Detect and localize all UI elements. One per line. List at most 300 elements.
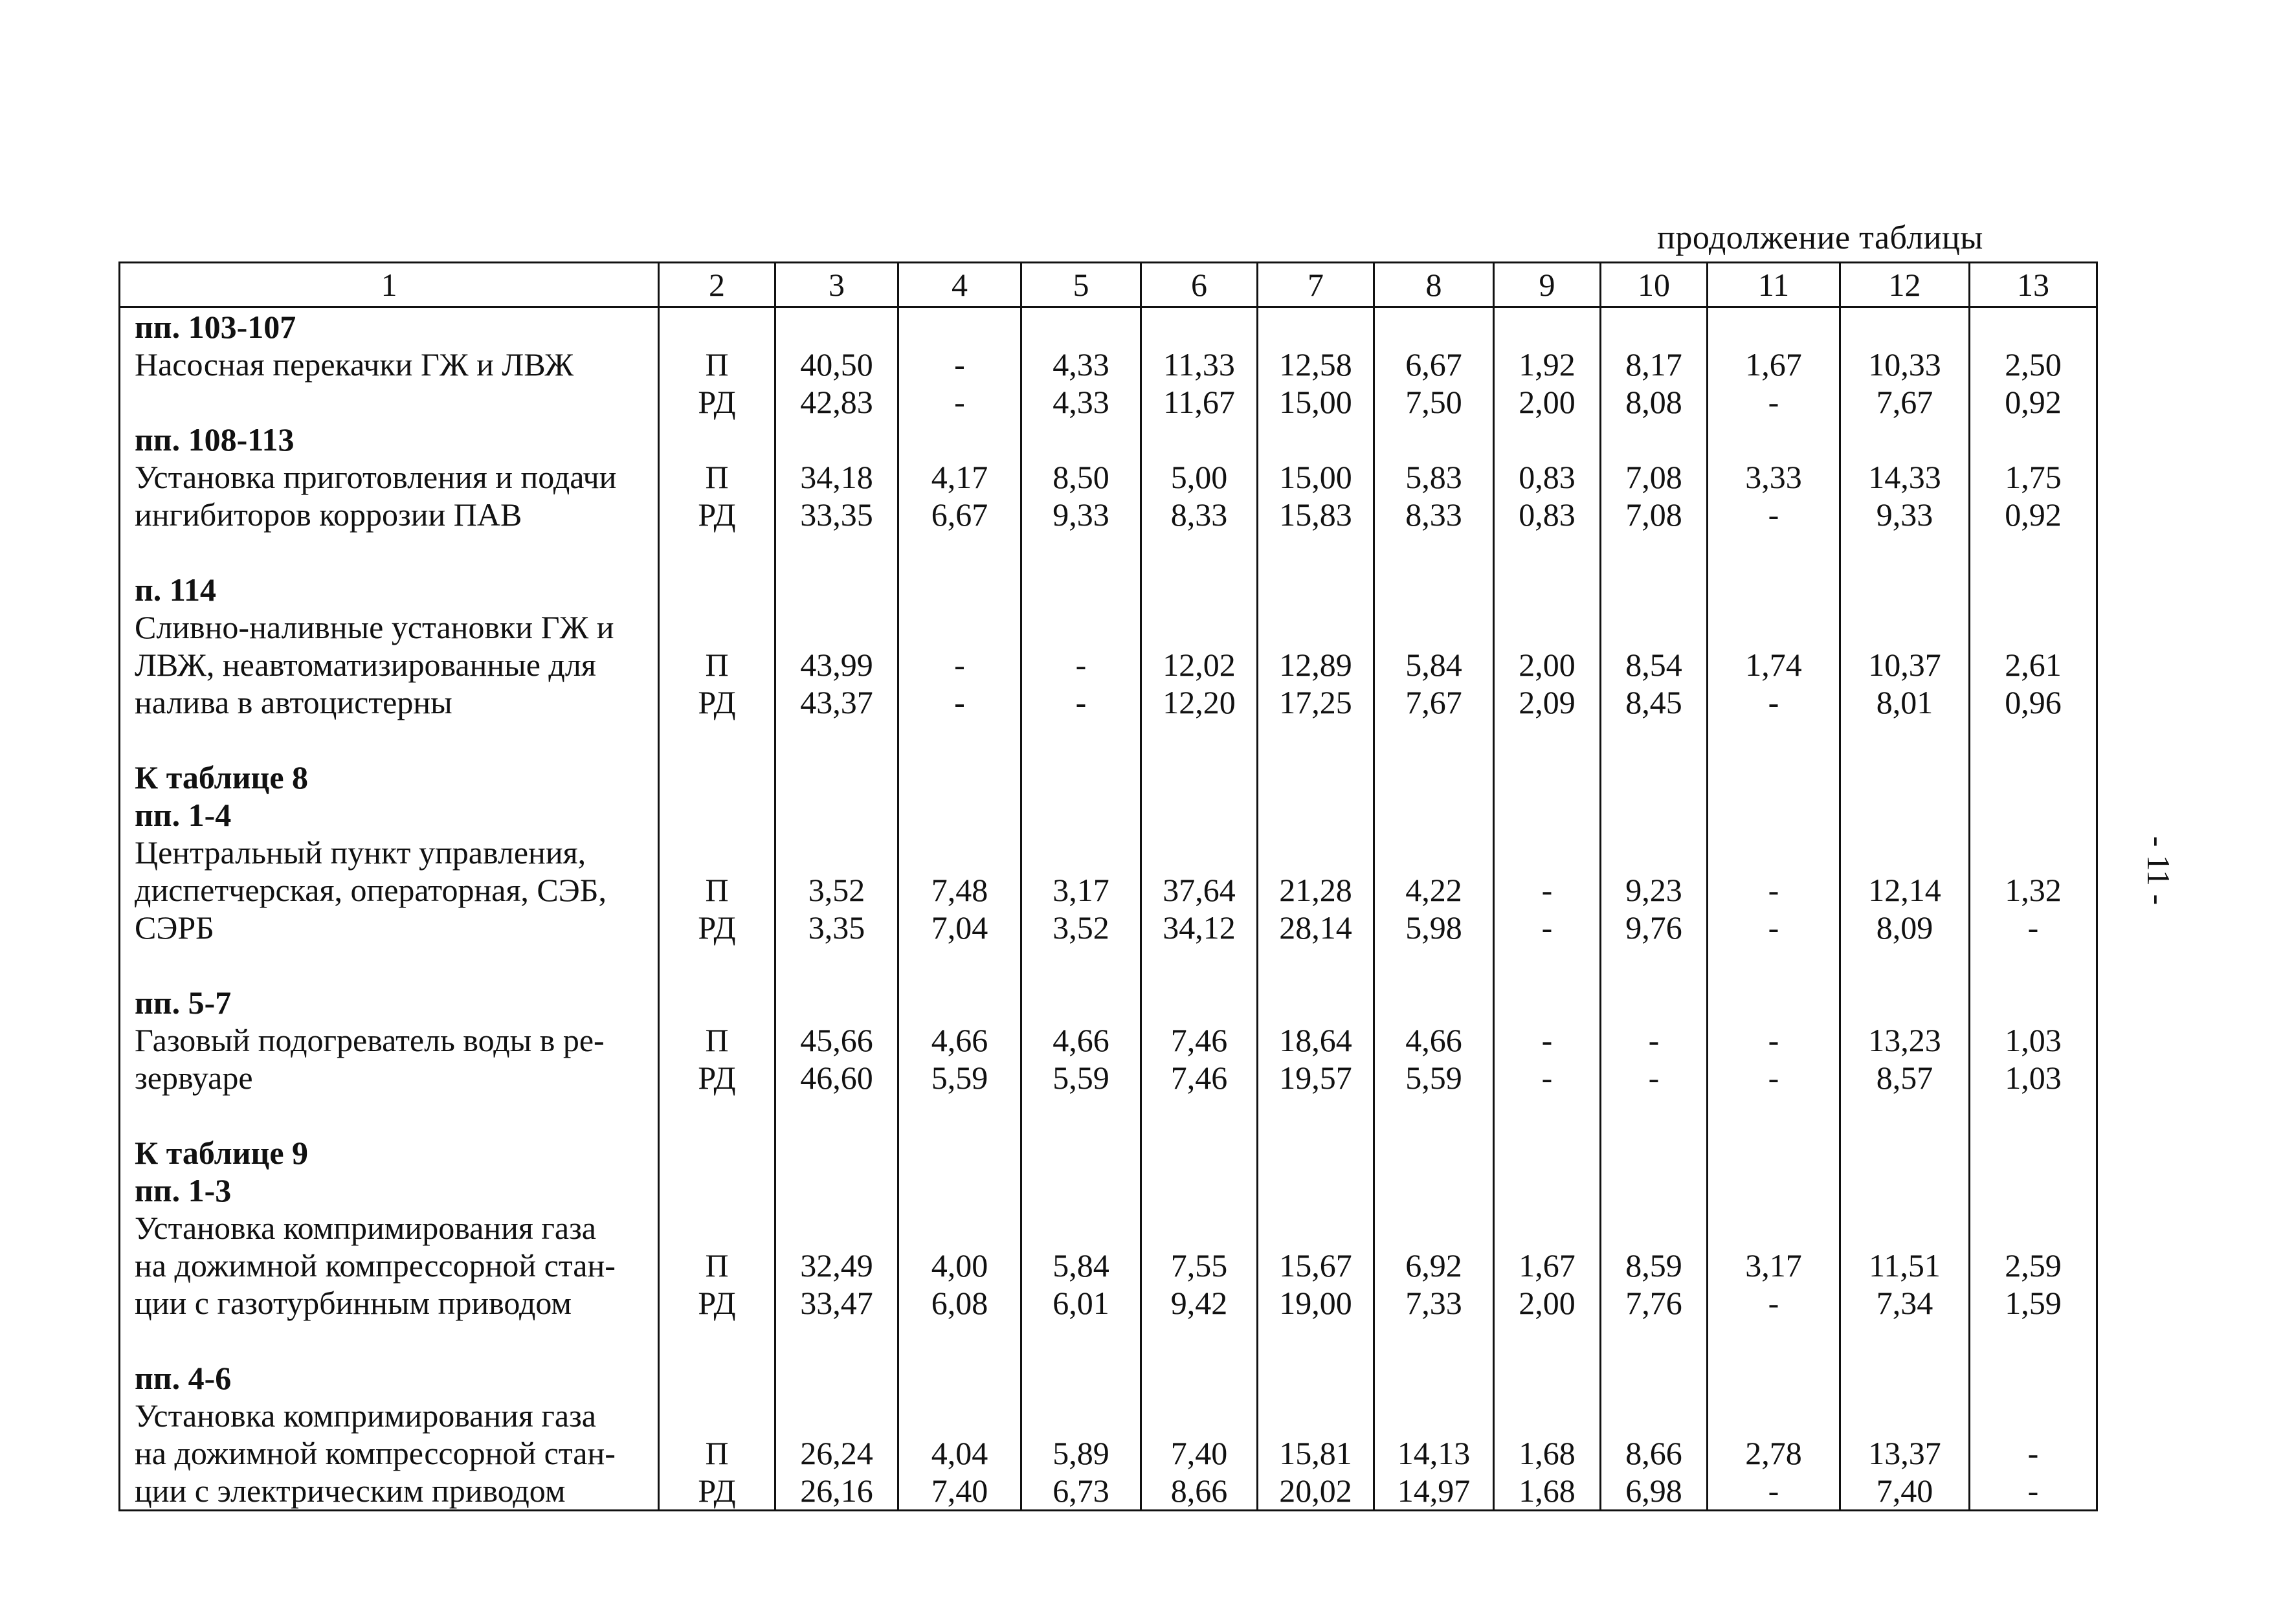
column-header: 9 <box>1494 263 1601 307</box>
empty-line <box>1258 571 1373 608</box>
empty-line <box>1142 421 1256 458</box>
empty-line <box>1258 1397 1373 1434</box>
value-cell <box>1840 421 1970 571</box>
cell-value: 7,34 <box>1876 1285 1933 1321</box>
empty-line <box>1258 533 1373 571</box>
cell-value: 9,23 <box>1625 872 1682 908</box>
empty-line <box>1708 1134 1839 1172</box>
value-cell <box>1601 307 1708 421</box>
column-header: 12 <box>1840 263 1970 307</box>
row-type: РД <box>698 1060 736 1096</box>
cell-value: 3,17 <box>1745 1247 1802 1284</box>
description-line: ингибиторов коррозии ПАВ <box>135 496 522 533</box>
section-heading: пп. 1-4 <box>135 797 232 833</box>
empty-line <box>660 533 774 571</box>
empty-line <box>1601 1209 1706 1247</box>
empty-line <box>1258 1209 1373 1247</box>
value-cell <box>1021 307 1141 421</box>
row-type: РД <box>698 909 736 946</box>
empty-line <box>1495 421 1599 458</box>
cell-value: 42,83 <box>800 384 873 420</box>
empty-line <box>776 984 897 1021</box>
empty-line <box>1022 834 1140 871</box>
empty-line <box>660 759 774 796</box>
cell-value: 40,50 <box>800 346 873 383</box>
cell-value: 13,37 <box>1868 1435 1941 1471</box>
empty-line <box>1841 721 1968 759</box>
value-cell <box>1970 307 2097 421</box>
value-cell <box>1374 984 1494 1134</box>
empty-line <box>1970 421 2096 458</box>
empty-line <box>1970 984 2096 1021</box>
empty-line <box>1495 1209 1599 1247</box>
value-cell <box>775 1134 898 1359</box>
empty-line <box>899 984 1020 1021</box>
value-cell <box>1374 1134 1494 1359</box>
empty-line <box>1708 308 1839 346</box>
cell-value: 7,76 <box>1625 1285 1682 1321</box>
cell-value: 10,33 <box>1868 346 1941 383</box>
empty-line <box>1841 1397 1968 1434</box>
empty-line <box>1375 421 1493 458</box>
empty-line <box>1841 308 1968 346</box>
cell-value: 2,00 <box>1519 1285 1576 1321</box>
cell-value: 8,01 <box>1876 684 1933 720</box>
value-cell <box>1494 307 1601 421</box>
cell-value: 21,28 <box>1279 872 1352 908</box>
value-cell <box>1021 1134 1141 1359</box>
cell-value: - <box>1541 1022 1553 1058</box>
column-header: 4 <box>898 263 1021 307</box>
cell-value: 3,17 <box>1052 872 1109 908</box>
description-line: на дожимной компрессорной стан- <box>135 1435 616 1471</box>
table-row <box>120 1134 2097 1359</box>
cell-value: 7,40 <box>1170 1435 1228 1471</box>
empty-line <box>660 946 774 984</box>
cell-value: - <box>2027 909 2039 946</box>
cell-value: - <box>1075 647 1087 683</box>
cell-value: 18,64 <box>1279 1022 1352 1058</box>
empty-line <box>660 1209 774 1247</box>
cell-value: 8,59 <box>1625 1247 1682 1284</box>
cell-value: 7,67 <box>1405 684 1462 720</box>
value-cell <box>1374 571 1494 759</box>
empty-line <box>1970 1096 2096 1134</box>
value-cell <box>1708 1359 1840 1511</box>
cell-value: 2,00 <box>1519 647 1576 683</box>
cell-value: 5,59 <box>1405 1060 1462 1096</box>
empty-line <box>1495 1096 1599 1134</box>
empty-line <box>1142 759 1256 796</box>
empty-line <box>1258 796 1373 834</box>
row-type: РД <box>698 384 736 420</box>
cell-value: 12,89 <box>1279 647 1352 683</box>
empty-line <box>1841 1209 1968 1247</box>
value-cell <box>775 984 898 1134</box>
empty-line <box>1970 1397 2096 1434</box>
cell-value: 19,57 <box>1279 1060 1352 1096</box>
cell-value: 0,92 <box>2005 496 2062 533</box>
cell-value: 7,67 <box>1876 384 1933 420</box>
spacer <box>135 1096 652 1134</box>
empty-line <box>1142 796 1256 834</box>
description-line: Установка компримирования газа <box>135 1210 596 1246</box>
value-cell <box>1374 1359 1494 1511</box>
value-cell <box>1258 1134 1374 1359</box>
row-type: П <box>705 1247 729 1284</box>
empty-line <box>1022 1359 1140 1397</box>
cell-value: 6,08 <box>931 1285 988 1321</box>
column-header: 2 <box>659 263 775 307</box>
value-cell <box>1258 421 1374 571</box>
empty-line <box>1022 759 1140 796</box>
empty-line <box>1495 1397 1599 1434</box>
value-cell <box>1494 1134 1601 1359</box>
empty-line <box>1142 1209 1256 1247</box>
value-cell <box>1708 759 1840 984</box>
empty-line <box>660 1096 774 1134</box>
value-cell <box>1601 1359 1708 1511</box>
value-cell <box>1601 1134 1708 1359</box>
column-header: 13 <box>1970 263 2097 307</box>
empty-line <box>1022 721 1140 759</box>
empty-line <box>1375 1134 1493 1172</box>
empty-line <box>1258 834 1373 871</box>
value-cell <box>1494 759 1601 984</box>
empty-line <box>776 1096 897 1134</box>
empty-line <box>1375 721 1493 759</box>
empty-line <box>776 1134 897 1172</box>
section-heading: К таблице 8 <box>135 759 309 795</box>
cell-value: 6,98 <box>1625 1473 1682 1509</box>
data-table <box>118 261 2098 1511</box>
empty-line <box>899 946 1020 984</box>
cell-value: 34,18 <box>800 459 873 495</box>
empty-line <box>899 796 1020 834</box>
cell-value: 4,17 <box>931 459 988 495</box>
empty-line <box>1375 946 1493 984</box>
empty-line <box>899 421 1020 458</box>
empty-line <box>660 421 774 458</box>
value-cell <box>1601 759 1708 984</box>
empty-line <box>1022 1397 1140 1434</box>
cell-value: 7,40 <box>1876 1473 1933 1509</box>
cell-value: 7,55 <box>1170 1247 1228 1284</box>
empty-line <box>1841 1359 1968 1397</box>
empty-line <box>1601 984 1706 1021</box>
empty-line <box>1022 796 1140 834</box>
value-cell <box>1258 1359 1374 1511</box>
spacer <box>135 1322 652 1359</box>
empty-line <box>1708 1209 1839 1247</box>
cell-value: 9,42 <box>1170 1285 1228 1321</box>
cell-value: 12,02 <box>1163 647 1236 683</box>
cell-value: 14,97 <box>1397 1473 1471 1509</box>
cell-value: 6,92 <box>1405 1247 1462 1284</box>
value-cell <box>775 759 898 984</box>
value-cell <box>1970 984 2097 1134</box>
empty-line <box>899 608 1020 646</box>
cell-value: 4,22 <box>1405 872 1462 908</box>
cell-value: - <box>954 647 965 683</box>
empty-line <box>1841 571 1968 608</box>
cell-value: 7,08 <box>1625 459 1682 495</box>
value-cell <box>1708 984 1840 1134</box>
empty-line <box>1258 608 1373 646</box>
empty-line <box>899 1134 1020 1172</box>
cell-value: 2,78 <box>1745 1435 1802 1471</box>
empty-line <box>1841 984 1968 1021</box>
cell-value: - <box>1768 496 1779 533</box>
row-type: РД <box>698 1473 736 1509</box>
empty-line <box>1970 1134 2096 1172</box>
empty-line <box>1142 608 1256 646</box>
cell-value: 45,66 <box>800 1022 873 1058</box>
empty-line <box>899 571 1020 608</box>
empty-line <box>1970 1172 2096 1209</box>
value-cell <box>1258 759 1374 984</box>
empty-line <box>1601 1134 1706 1172</box>
cell-value: 4,66 <box>931 1022 988 1058</box>
value-cell <box>775 421 898 571</box>
row-type: П <box>705 1022 729 1058</box>
value-cell <box>1021 1359 1141 1511</box>
value-cell <box>659 421 775 571</box>
cell-value: 9,76 <box>1625 909 1682 946</box>
cell-value: 43,37 <box>800 684 873 720</box>
cell-value: 46,60 <box>800 1060 873 1096</box>
empty-line <box>1601 608 1706 646</box>
empty-line <box>1258 1096 1373 1134</box>
empty-line <box>1708 1096 1839 1134</box>
cell-value: 7,40 <box>931 1473 988 1509</box>
cell-value: 5,83 <box>1405 459 1462 495</box>
cell-value: 1,68 <box>1519 1473 1576 1509</box>
empty-line <box>1601 533 1706 571</box>
cell-value: 2,09 <box>1519 684 1576 720</box>
cell-value: 32,49 <box>800 1247 873 1284</box>
cell-value: - <box>1768 1473 1779 1509</box>
cell-value: 4,33 <box>1052 346 1109 383</box>
row-type: П <box>705 459 729 495</box>
empty-line <box>899 533 1020 571</box>
empty-line <box>1495 1322 1599 1359</box>
empty-line <box>1258 984 1373 1021</box>
description-line: Сливно-наливные установки ГЖ и <box>135 609 614 645</box>
spacer <box>135 721 652 759</box>
empty-line <box>1142 1172 1256 1209</box>
description-line: зервуаре <box>135 1060 253 1096</box>
empty-line <box>776 308 897 346</box>
value-cell <box>659 307 775 421</box>
empty-line <box>1495 759 1599 796</box>
empty-line <box>1142 946 1256 984</box>
empty-line <box>899 759 1020 796</box>
cell-value: 28,14 <box>1279 909 1352 946</box>
empty-line <box>1375 796 1493 834</box>
cell-value: 0,92 <box>2005 384 2062 420</box>
cell-value: - <box>954 384 965 420</box>
table-row <box>120 759 2097 984</box>
empty-line <box>776 421 897 458</box>
cell-value: 26,16 <box>800 1473 873 1509</box>
value-cell <box>898 1359 1021 1511</box>
empty-line <box>1258 1322 1373 1359</box>
description-line: ции с электрическим приводом <box>135 1473 566 1509</box>
cell-value: 11,67 <box>1163 384 1235 420</box>
value-cell <box>1840 571 1970 759</box>
cell-value: 15,67 <box>1279 1247 1352 1284</box>
cell-value: 2,50 <box>2005 346 2062 383</box>
value-cell <box>659 571 775 759</box>
section-heading: пп. 4-6 <box>135 1360 232 1396</box>
empty-line <box>1142 1322 1256 1359</box>
table-row <box>120 984 2097 1134</box>
value-cell <box>1840 984 1970 1134</box>
description-line: диспетчерская, операторная, СЭБ, <box>135 872 607 908</box>
cell-value: 14,13 <box>1397 1435 1471 1471</box>
value-cell <box>898 307 1021 421</box>
empty-line <box>1495 834 1599 871</box>
cell-value: 1,59 <box>2005 1285 2062 1321</box>
value-cell <box>775 571 898 759</box>
cell-value: 1,74 <box>1745 647 1802 683</box>
empty-line <box>1841 421 1968 458</box>
value-cell <box>775 307 898 421</box>
empty-line <box>1022 308 1140 346</box>
value-cell <box>1021 984 1141 1134</box>
empty-line <box>1601 1322 1706 1359</box>
table-body <box>120 263 2097 1511</box>
value-cell <box>1021 759 1141 984</box>
cell-value: 1,67 <box>1519 1247 1576 1284</box>
empty-line <box>1495 946 1599 984</box>
empty-line <box>776 759 897 796</box>
spacer <box>135 946 652 984</box>
value-cell <box>1840 759 1970 984</box>
empty-line <box>1258 1172 1373 1209</box>
empty-line <box>1708 1397 1839 1434</box>
empty-line <box>1601 1359 1706 1397</box>
description-line: на дожимной компрессорной стан- <box>135 1247 616 1284</box>
empty-line <box>776 1322 897 1359</box>
empty-line <box>660 834 774 871</box>
empty-line <box>1970 571 2096 608</box>
description-line: Насосная перекачки ГЖ и ЛВЖ <box>135 346 574 383</box>
empty-line <box>660 1322 774 1359</box>
row-type: П <box>705 346 729 383</box>
value-cell <box>898 571 1021 759</box>
value-cell <box>659 1359 775 1511</box>
empty-line <box>1375 1096 1493 1134</box>
empty-line <box>1601 308 1706 346</box>
row-type: П <box>705 1435 729 1471</box>
cell-value: 33,35 <box>800 496 873 533</box>
cell-value: 8,09 <box>1876 909 1933 946</box>
empty-line <box>1601 834 1706 871</box>
empty-line <box>1970 533 2096 571</box>
cell-value: - <box>954 684 965 720</box>
cell-value: 7,46 <box>1170 1022 1228 1058</box>
empty-line <box>1142 834 1256 871</box>
cell-value: 43,99 <box>800 647 873 683</box>
cell-value: 8,54 <box>1625 647 1682 683</box>
empty-line <box>1375 984 1493 1021</box>
empty-line <box>1258 946 1373 984</box>
empty-line <box>899 1172 1020 1209</box>
cell-value: 20,02 <box>1279 1473 1352 1509</box>
empty-line <box>1708 1172 1839 1209</box>
table-continuation-caption: продолжение таблицы <box>1657 219 1983 256</box>
empty-line <box>660 721 774 759</box>
column-header: 11 <box>1708 263 1840 307</box>
value-cell <box>1141 421 1258 571</box>
empty-line <box>1841 1322 1968 1359</box>
value-cell <box>1970 759 2097 984</box>
value-cell <box>1374 307 1494 421</box>
empty-line <box>1841 1096 1968 1134</box>
empty-line <box>899 1096 1020 1134</box>
row-type: РД <box>698 496 736 533</box>
empty-line <box>1495 1172 1599 1209</box>
cell-value: - <box>1768 1060 1779 1096</box>
value-cell <box>1970 1359 2097 1511</box>
empty-line <box>1375 533 1493 571</box>
value-cell <box>1970 421 2097 571</box>
empty-line <box>776 796 897 834</box>
cell-value: 4,04 <box>931 1435 988 1471</box>
cell-value: 3,52 <box>1052 909 1109 946</box>
empty-line <box>1495 984 1599 1021</box>
cell-value: 8,08 <box>1625 384 1682 420</box>
empty-line <box>1142 721 1256 759</box>
cell-value: - <box>1648 1060 1660 1096</box>
description-line: ции с газотурбинным приводом <box>135 1285 572 1321</box>
empty-line <box>660 308 774 346</box>
cell-value: 7,50 <box>1405 384 1462 420</box>
value-cell <box>898 421 1021 571</box>
empty-line <box>1258 1359 1373 1397</box>
empty-line <box>1142 1134 1256 1172</box>
empty-line <box>1022 608 1140 646</box>
spacer <box>135 533 652 571</box>
cell-value: - <box>1541 1060 1553 1096</box>
empty-line <box>1022 1172 1140 1209</box>
value-cell <box>1021 571 1141 759</box>
cell-value: 10,37 <box>1868 647 1941 683</box>
value-cell <box>1141 307 1258 421</box>
empty-line <box>1495 1359 1599 1397</box>
cell-value: 34,12 <box>1163 909 1236 946</box>
value-cell <box>1494 571 1601 759</box>
empty-line <box>1375 1209 1493 1247</box>
empty-line <box>776 1397 897 1434</box>
cell-value: 15,83 <box>1279 496 1352 533</box>
empty-line <box>1708 533 1839 571</box>
empty-line <box>1601 946 1706 984</box>
empty-line <box>1970 759 2096 796</box>
empty-line <box>1708 796 1839 834</box>
cell-value: 15,00 <box>1279 459 1352 495</box>
empty-line <box>1841 1172 1968 1209</box>
cell-value: 9,33 <box>1876 496 1933 533</box>
description-line: Центральный пункт управления, <box>135 834 586 871</box>
empty-line <box>1970 1209 2096 1247</box>
empty-line <box>1841 608 1968 646</box>
cell-value: 5,89 <box>1052 1435 1109 1471</box>
cell-value: 8,17 <box>1625 346 1682 383</box>
empty-line <box>1708 721 1839 759</box>
